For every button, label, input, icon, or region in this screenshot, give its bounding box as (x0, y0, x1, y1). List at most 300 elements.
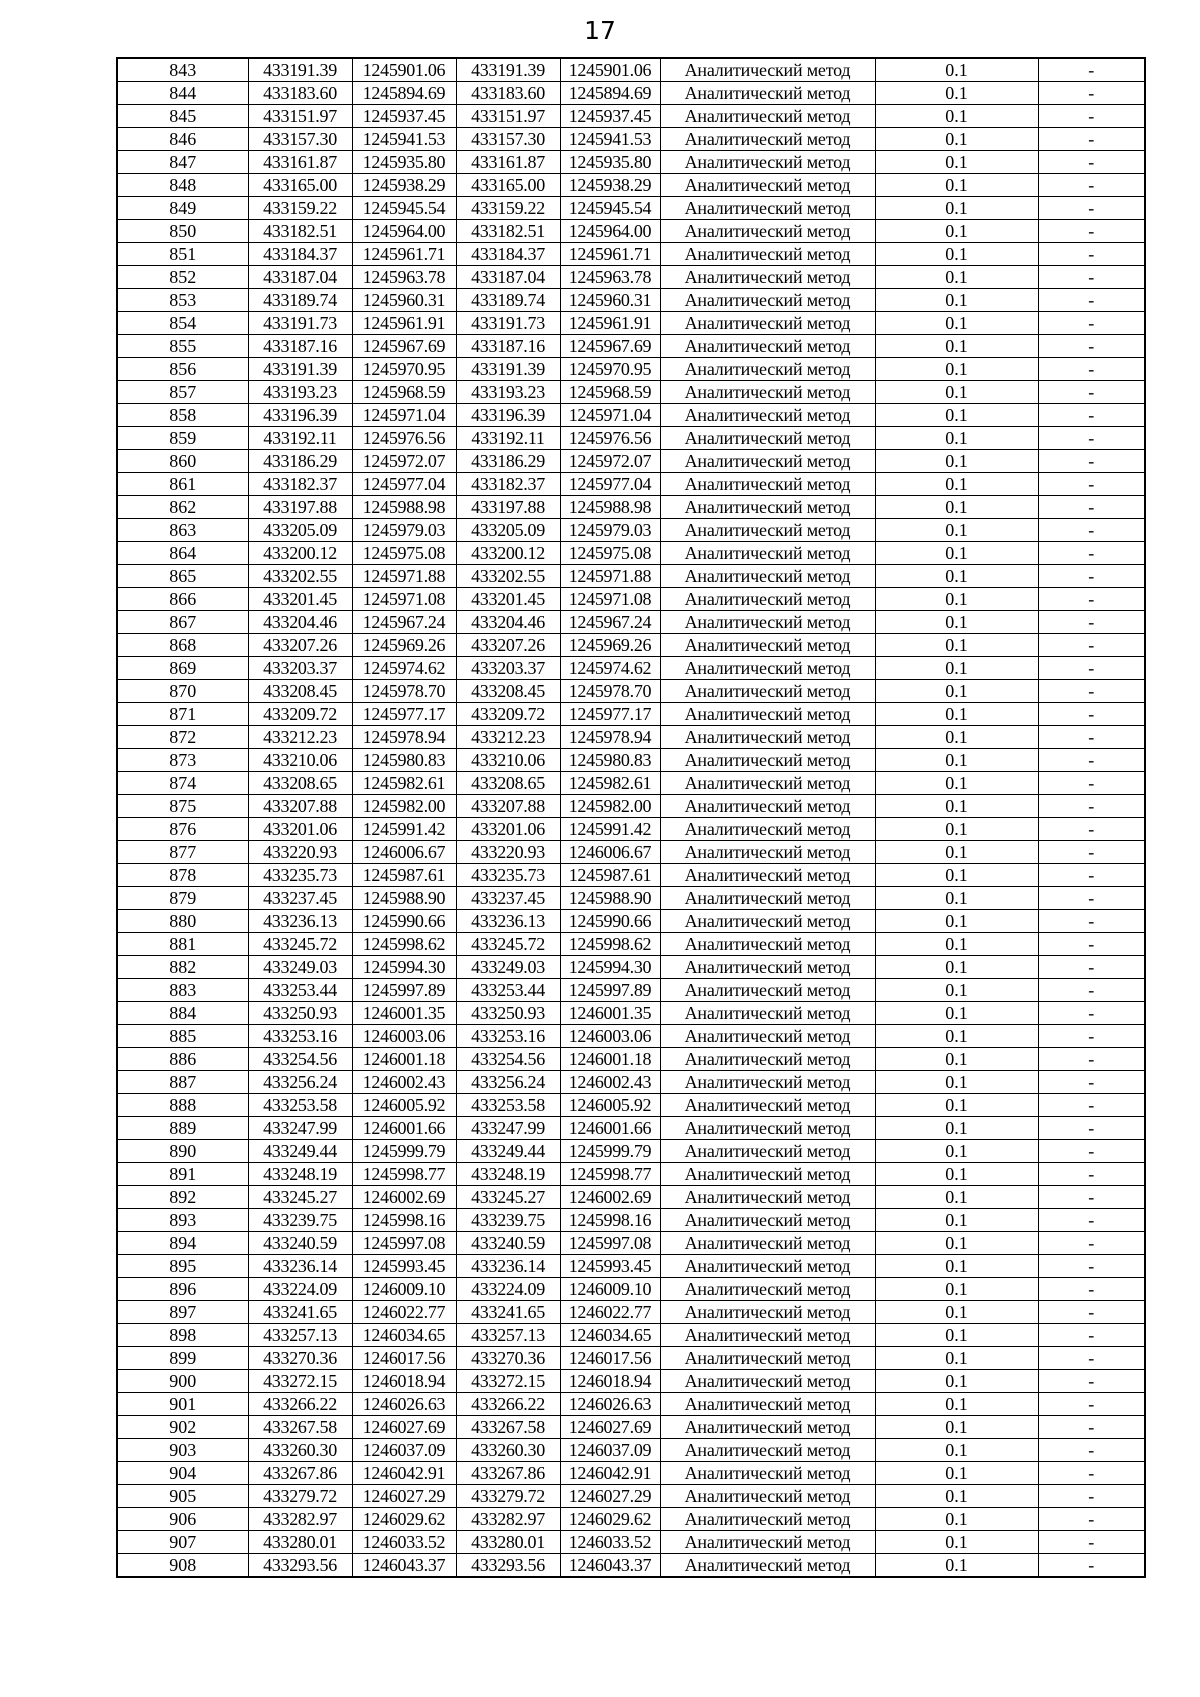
x-coordinate-repeat-cell: 433191.39 (456, 58, 560, 82)
x-coordinate-repeat-cell: 433247.99 (456, 1117, 560, 1140)
precision-cell: 0.1 (875, 128, 1038, 151)
x-coordinate-cell: 433257.13 (248, 1324, 352, 1347)
table-row (117, 565, 1145, 588)
precision-cell: 0.1 (875, 910, 1038, 933)
table-row (117, 749, 1145, 772)
point-number-cell: 904 (117, 1462, 248, 1485)
method-cell: Аналитический метод (660, 795, 875, 818)
y-coordinate-repeat-cell: 1245974.62 (560, 657, 660, 680)
method-cell: Аналитический метод (660, 427, 875, 450)
note-cell: - (1038, 1002, 1145, 1025)
note-cell: - (1038, 611, 1145, 634)
y-coordinate-cell: 1246017.56 (352, 1347, 456, 1370)
y-coordinate-repeat-cell: 1245967.69 (560, 335, 660, 358)
precision-cell: 0.1 (875, 726, 1038, 749)
note-cell: - (1038, 634, 1145, 657)
y-coordinate-cell: 1245975.08 (352, 542, 456, 565)
note-cell: - (1038, 289, 1145, 312)
y-coordinate-repeat-cell: 1245938.29 (560, 174, 660, 197)
point-number-cell: 907 (117, 1531, 248, 1554)
table-row (117, 1255, 1145, 1278)
x-coordinate-cell: 433201.45 (248, 588, 352, 611)
precision-cell: 0.1 (875, 473, 1038, 496)
x-coordinate-repeat-cell: 433241.65 (456, 1301, 560, 1324)
y-coordinate-repeat-cell: 1245999.79 (560, 1140, 660, 1163)
x-coordinate-cell: 433220.93 (248, 841, 352, 864)
table-body (117, 58, 1145, 1577)
note-cell: - (1038, 1439, 1145, 1462)
y-coordinate-cell: 1245999.79 (352, 1140, 456, 1163)
method-cell: Аналитический метод (660, 1301, 875, 1324)
method-cell: Аналитический метод (660, 772, 875, 795)
x-coordinate-repeat-cell: 433280.01 (456, 1531, 560, 1554)
y-coordinate-cell: 1245935.80 (352, 151, 456, 174)
note-cell: - (1038, 1117, 1145, 1140)
point-number-cell: 864 (117, 542, 248, 565)
table-row (117, 358, 1145, 381)
x-coordinate-cell: 433260.30 (248, 1439, 352, 1462)
y-coordinate-cell: 1245960.31 (352, 289, 456, 312)
method-cell: Аналитический метод (660, 450, 875, 473)
x-coordinate-repeat-cell: 433253.58 (456, 1094, 560, 1117)
precision-cell: 0.1 (875, 1554, 1038, 1578)
table-row (117, 58, 1145, 82)
table-row (117, 174, 1145, 197)
point-number-cell: 881 (117, 933, 248, 956)
precision-cell: 0.1 (875, 818, 1038, 841)
method-cell: Аналитический метод (660, 1140, 875, 1163)
x-coordinate-repeat-cell: 433204.46 (456, 611, 560, 634)
x-coordinate-cell: 433203.37 (248, 657, 352, 680)
x-coordinate-repeat-cell: 433224.09 (456, 1278, 560, 1301)
note-cell: - (1038, 82, 1145, 105)
table-row (117, 82, 1145, 105)
point-number-cell: 898 (117, 1324, 248, 1347)
y-coordinate-repeat-cell: 1245970.95 (560, 358, 660, 381)
table-row (117, 473, 1145, 496)
point-number-cell: 894 (117, 1232, 248, 1255)
x-coordinate-repeat-cell: 433210.06 (456, 749, 560, 772)
x-coordinate-repeat-cell: 433202.55 (456, 565, 560, 588)
table-row (117, 450, 1145, 473)
x-coordinate-cell: 433209.72 (248, 703, 352, 726)
x-coordinate-cell: 433161.87 (248, 151, 352, 174)
y-coordinate-repeat-cell: 1245976.56 (560, 427, 660, 450)
x-coordinate-cell: 433236.14 (248, 1255, 352, 1278)
precision-cell: 0.1 (875, 1393, 1038, 1416)
x-coordinate-cell: 433224.09 (248, 1278, 352, 1301)
table-row (117, 1186, 1145, 1209)
x-coordinate-repeat-cell: 433282.97 (456, 1508, 560, 1531)
x-coordinate-cell: 433266.22 (248, 1393, 352, 1416)
precision-cell: 0.1 (875, 335, 1038, 358)
x-coordinate-repeat-cell: 433189.74 (456, 289, 560, 312)
y-coordinate-repeat-cell: 1245935.80 (560, 151, 660, 174)
precision-cell: 0.1 (875, 1209, 1038, 1232)
point-number-cell: 861 (117, 473, 248, 496)
method-cell: Аналитический метод (660, 381, 875, 404)
method-cell: Аналитический метод (660, 979, 875, 1002)
table-row (117, 220, 1145, 243)
y-coordinate-repeat-cell: 1245987.61 (560, 864, 660, 887)
precision-cell: 0.1 (875, 1278, 1038, 1301)
y-coordinate-cell: 1245987.61 (352, 864, 456, 887)
note-cell: - (1038, 795, 1145, 818)
y-coordinate-repeat-cell: 1246026.63 (560, 1393, 660, 1416)
point-number-cell: 856 (117, 358, 248, 381)
x-coordinate-repeat-cell: 433248.19 (456, 1163, 560, 1186)
point-number-cell: 872 (117, 726, 248, 749)
point-number-cell: 874 (117, 772, 248, 795)
x-coordinate-repeat-cell: 433183.60 (456, 82, 560, 105)
precision-cell: 0.1 (875, 1531, 1038, 1554)
note-cell: - (1038, 1163, 1145, 1186)
point-number-cell: 853 (117, 289, 248, 312)
precision-cell: 0.1 (875, 82, 1038, 105)
precision-cell: 0.1 (875, 1232, 1038, 1255)
precision-cell: 0.1 (875, 1163, 1038, 1186)
point-number-cell: 884 (117, 1002, 248, 1025)
point-number-cell: 889 (117, 1117, 248, 1140)
y-coordinate-repeat-cell: 1245901.06 (560, 58, 660, 82)
point-number-cell: 905 (117, 1485, 248, 1508)
y-coordinate-cell: 1245963.78 (352, 266, 456, 289)
point-number-cell: 883 (117, 979, 248, 1002)
table-row (117, 1163, 1145, 1186)
y-coordinate-repeat-cell: 1246033.52 (560, 1531, 660, 1554)
note-cell: - (1038, 335, 1145, 358)
x-coordinate-cell: 433187.04 (248, 266, 352, 289)
y-coordinate-repeat-cell: 1245991.42 (560, 818, 660, 841)
table-row (117, 266, 1145, 289)
table-row (117, 404, 1145, 427)
precision-cell: 0.1 (875, 289, 1038, 312)
y-coordinate-cell: 1246026.63 (352, 1393, 456, 1416)
y-coordinate-repeat-cell: 1245994.30 (560, 956, 660, 979)
precision-cell: 0.1 (875, 657, 1038, 680)
x-coordinate-repeat-cell: 433254.56 (456, 1048, 560, 1071)
method-cell: Аналитический метод (660, 1347, 875, 1370)
y-coordinate-repeat-cell: 1246003.06 (560, 1025, 660, 1048)
method-cell: Аналитический метод (660, 1048, 875, 1071)
precision-cell: 0.1 (875, 174, 1038, 197)
table-row (117, 151, 1145, 174)
x-coordinate-repeat-cell: 433209.72 (456, 703, 560, 726)
note-cell: - (1038, 1531, 1145, 1554)
note-cell: - (1038, 818, 1145, 841)
precision-cell: 0.1 (875, 1048, 1038, 1071)
y-coordinate-repeat-cell: 1246022.77 (560, 1301, 660, 1324)
y-coordinate-repeat-cell: 1245963.78 (560, 266, 660, 289)
method-cell: Аналитический метод (660, 174, 875, 197)
y-coordinate-repeat-cell: 1246002.69 (560, 1186, 660, 1209)
x-coordinate-cell: 433207.26 (248, 634, 352, 657)
table-row (117, 1048, 1145, 1071)
y-coordinate-repeat-cell: 1245937.45 (560, 105, 660, 128)
x-coordinate-cell: 433205.09 (248, 519, 352, 542)
precision-cell: 0.1 (875, 1439, 1038, 1462)
method-cell: Аналитический метод (660, 1163, 875, 1186)
x-coordinate-repeat-cell: 433266.22 (456, 1393, 560, 1416)
note-cell: - (1038, 197, 1145, 220)
precision-cell: 0.1 (875, 105, 1038, 128)
method-cell: Аналитический метод (660, 1117, 875, 1140)
table-row (117, 1508, 1145, 1531)
note-cell: - (1038, 979, 1145, 1002)
x-coordinate-repeat-cell: 433237.45 (456, 887, 560, 910)
point-number-cell: 885 (117, 1025, 248, 1048)
y-coordinate-repeat-cell: 1245998.77 (560, 1163, 660, 1186)
x-coordinate-repeat-cell: 433201.45 (456, 588, 560, 611)
y-coordinate-repeat-cell: 1245982.00 (560, 795, 660, 818)
x-coordinate-cell: 433208.65 (248, 772, 352, 795)
x-coordinate-cell: 433157.30 (248, 128, 352, 151)
x-coordinate-cell: 433196.39 (248, 404, 352, 427)
method-cell: Аналитический метод (660, 128, 875, 151)
table-row (117, 795, 1145, 818)
method-cell: Аналитический метод (660, 565, 875, 588)
x-coordinate-cell: 433245.27 (248, 1186, 352, 1209)
x-coordinate-repeat-cell: 433186.29 (456, 450, 560, 473)
x-coordinate-repeat-cell: 433187.16 (456, 335, 560, 358)
y-coordinate-cell: 1246029.62 (352, 1508, 456, 1531)
x-coordinate-repeat-cell: 433205.09 (456, 519, 560, 542)
note-cell: - (1038, 1209, 1145, 1232)
precision-cell: 0.1 (875, 1186, 1038, 1209)
method-cell: Аналитический метод (660, 1209, 875, 1232)
method-cell: Аналитический метод (660, 1324, 875, 1347)
x-coordinate-repeat-cell: 433208.65 (456, 772, 560, 795)
y-coordinate-repeat-cell: 1245982.61 (560, 772, 660, 795)
y-coordinate-cell: 1246006.67 (352, 841, 456, 864)
point-number-cell: 896 (117, 1278, 248, 1301)
method-cell: Аналитический метод (660, 1393, 875, 1416)
x-coordinate-cell: 433202.55 (248, 565, 352, 588)
x-coordinate-repeat-cell: 433236.13 (456, 910, 560, 933)
note-cell: - (1038, 427, 1145, 450)
note-cell: - (1038, 496, 1145, 519)
y-coordinate-repeat-cell: 1246037.09 (560, 1439, 660, 1462)
precision-cell: 0.1 (875, 1025, 1038, 1048)
x-coordinate-repeat-cell: 433239.75 (456, 1209, 560, 1232)
x-coordinate-repeat-cell: 433161.87 (456, 151, 560, 174)
method-cell: Аналитический метод (660, 105, 875, 128)
point-number-cell: 870 (117, 680, 248, 703)
x-coordinate-cell: 433279.72 (248, 1485, 352, 1508)
note-cell: - (1038, 841, 1145, 864)
x-coordinate-cell: 433192.11 (248, 427, 352, 450)
y-coordinate-repeat-cell: 1245980.83 (560, 749, 660, 772)
precision-cell: 0.1 (875, 1370, 1038, 1393)
x-coordinate-repeat-cell: 433200.12 (456, 542, 560, 565)
y-coordinate-repeat-cell: 1246042.91 (560, 1462, 660, 1485)
y-coordinate-cell: 1245994.30 (352, 956, 456, 979)
x-coordinate-repeat-cell: 433159.22 (456, 197, 560, 220)
precision-cell: 0.1 (875, 58, 1038, 82)
table-row (117, 312, 1145, 335)
point-number-cell: 891 (117, 1163, 248, 1186)
x-coordinate-cell: 433270.36 (248, 1347, 352, 1370)
x-coordinate-repeat-cell: 433191.73 (456, 312, 560, 335)
y-coordinate-cell: 1245938.29 (352, 174, 456, 197)
note-cell: - (1038, 1393, 1145, 1416)
y-coordinate-cell: 1246001.35 (352, 1002, 456, 1025)
note-cell: - (1038, 887, 1145, 910)
point-number-cell: 869 (117, 657, 248, 680)
point-number-cell: 863 (117, 519, 248, 542)
y-coordinate-cell: 1246033.52 (352, 1531, 456, 1554)
y-coordinate-cell: 1245997.08 (352, 1232, 456, 1255)
y-coordinate-cell: 1245979.03 (352, 519, 456, 542)
y-coordinate-cell: 1246042.91 (352, 1462, 456, 1485)
point-number-cell: 871 (117, 703, 248, 726)
coordinates-table (116, 57, 1146, 1578)
y-coordinate-cell: 1245974.62 (352, 657, 456, 680)
point-number-cell: 895 (117, 1255, 248, 1278)
y-coordinate-repeat-cell: 1245967.24 (560, 611, 660, 634)
note-cell: - (1038, 381, 1145, 404)
method-cell: Аналитический метод (660, 1370, 875, 1393)
point-number-cell: 845 (117, 105, 248, 128)
x-coordinate-cell: 433197.88 (248, 496, 352, 519)
y-coordinate-cell: 1245991.42 (352, 818, 456, 841)
method-cell: Аналитический метод (660, 1439, 875, 1462)
point-number-cell: 860 (117, 450, 248, 473)
table-row (117, 1278, 1145, 1301)
method-cell: Аналитический метод (660, 1485, 875, 1508)
y-coordinate-cell: 1245982.00 (352, 795, 456, 818)
y-coordinate-repeat-cell: 1245975.08 (560, 542, 660, 565)
note-cell: - (1038, 680, 1145, 703)
table-row (117, 933, 1145, 956)
note-cell: - (1038, 933, 1145, 956)
point-number-cell: 855 (117, 335, 248, 358)
method-cell: Аналитический метод (660, 1071, 875, 1094)
precision-cell: 0.1 (875, 381, 1038, 404)
point-number-cell: 886 (117, 1048, 248, 1071)
method-cell: Аналитический метод (660, 726, 875, 749)
x-coordinate-cell: 433245.72 (248, 933, 352, 956)
method-cell: Аналитический метод (660, 818, 875, 841)
method-cell: Аналитический метод (660, 1094, 875, 1117)
table-row (117, 1209, 1145, 1232)
method-cell: Аналитический метод (660, 197, 875, 220)
table-row (117, 979, 1145, 1002)
point-number-cell: 868 (117, 634, 248, 657)
table-row (117, 542, 1145, 565)
y-coordinate-repeat-cell: 1246005.92 (560, 1094, 660, 1117)
table-row (117, 1393, 1145, 1416)
y-coordinate-repeat-cell: 1246018.94 (560, 1370, 660, 1393)
note-cell: - (1038, 772, 1145, 795)
note-cell: - (1038, 266, 1145, 289)
y-coordinate-cell: 1246027.69 (352, 1416, 456, 1439)
x-coordinate-repeat-cell: 433236.14 (456, 1255, 560, 1278)
point-number-cell: 903 (117, 1439, 248, 1462)
y-coordinate-repeat-cell: 1245998.62 (560, 933, 660, 956)
method-cell: Аналитический метод (660, 151, 875, 174)
precision-cell: 0.1 (875, 220, 1038, 243)
point-number-cell: 857 (117, 381, 248, 404)
y-coordinate-repeat-cell: 1245960.31 (560, 289, 660, 312)
note-cell: - (1038, 1232, 1145, 1255)
table-row (117, 680, 1145, 703)
method-cell: Аналитический метод (660, 358, 875, 381)
table-row (117, 1232, 1145, 1255)
y-coordinate-cell: 1246003.06 (352, 1025, 456, 1048)
point-number-cell: 906 (117, 1508, 248, 1531)
table-row (117, 1439, 1145, 1462)
point-number-cell: 851 (117, 243, 248, 266)
table-row (117, 1117, 1145, 1140)
y-coordinate-repeat-cell: 1246002.43 (560, 1071, 660, 1094)
y-coordinate-cell: 1245945.54 (352, 197, 456, 220)
note-cell: - (1038, 1347, 1145, 1370)
method-cell: Аналитический метод (660, 473, 875, 496)
method-cell: Аналитический метод (660, 312, 875, 335)
x-coordinate-repeat-cell: 433182.51 (456, 220, 560, 243)
y-coordinate-cell: 1246037.09 (352, 1439, 456, 1462)
point-number-cell: 887 (117, 1071, 248, 1094)
x-coordinate-cell: 433210.06 (248, 749, 352, 772)
y-coordinate-repeat-cell: 1245993.45 (560, 1255, 660, 1278)
x-coordinate-cell: 433191.73 (248, 312, 352, 335)
method-cell: Аналитический метод (660, 1508, 875, 1531)
point-number-cell: 897 (117, 1301, 248, 1324)
note-cell: - (1038, 404, 1145, 427)
method-cell: Аналитический метод (660, 956, 875, 979)
y-coordinate-cell: 1246027.29 (352, 1485, 456, 1508)
y-coordinate-cell: 1245990.66 (352, 910, 456, 933)
point-number-cell: 862 (117, 496, 248, 519)
note-cell: - (1038, 1416, 1145, 1439)
precision-cell: 0.1 (875, 542, 1038, 565)
x-coordinate-repeat-cell: 433267.86 (456, 1462, 560, 1485)
table-row (117, 818, 1145, 841)
y-coordinate-cell: 1245998.16 (352, 1209, 456, 1232)
y-coordinate-cell: 1245998.77 (352, 1163, 456, 1186)
point-number-cell: 876 (117, 818, 248, 841)
x-coordinate-repeat-cell: 433279.72 (456, 1485, 560, 1508)
method-cell: Аналитический метод (660, 611, 875, 634)
point-number-cell: 882 (117, 956, 248, 979)
point-number-cell: 859 (117, 427, 248, 450)
table-row (117, 956, 1145, 979)
table-row (117, 910, 1145, 933)
x-coordinate-repeat-cell: 433240.59 (456, 1232, 560, 1255)
note-cell: - (1038, 243, 1145, 266)
y-coordinate-repeat-cell: 1246006.67 (560, 841, 660, 864)
x-coordinate-cell: 433159.22 (248, 197, 352, 220)
y-coordinate-repeat-cell: 1245968.59 (560, 381, 660, 404)
y-coordinate-cell: 1245941.53 (352, 128, 456, 151)
table-row (117, 335, 1145, 358)
y-coordinate-repeat-cell: 1245997.08 (560, 1232, 660, 1255)
method-cell: Аналитический метод (660, 703, 875, 726)
point-number-cell: 901 (117, 1393, 248, 1416)
y-coordinate-cell: 1245961.91 (352, 312, 456, 335)
y-coordinate-cell: 1245968.59 (352, 381, 456, 404)
note-cell: - (1038, 473, 1145, 496)
x-coordinate-cell: 433184.37 (248, 243, 352, 266)
method-cell: Аналитический метод (660, 657, 875, 680)
y-coordinate-repeat-cell: 1245971.04 (560, 404, 660, 427)
precision-cell: 0.1 (875, 703, 1038, 726)
precision-cell: 0.1 (875, 1255, 1038, 1278)
x-coordinate-cell: 433267.86 (248, 1462, 352, 1485)
precision-cell: 0.1 (875, 404, 1038, 427)
y-coordinate-cell: 1246005.92 (352, 1094, 456, 1117)
